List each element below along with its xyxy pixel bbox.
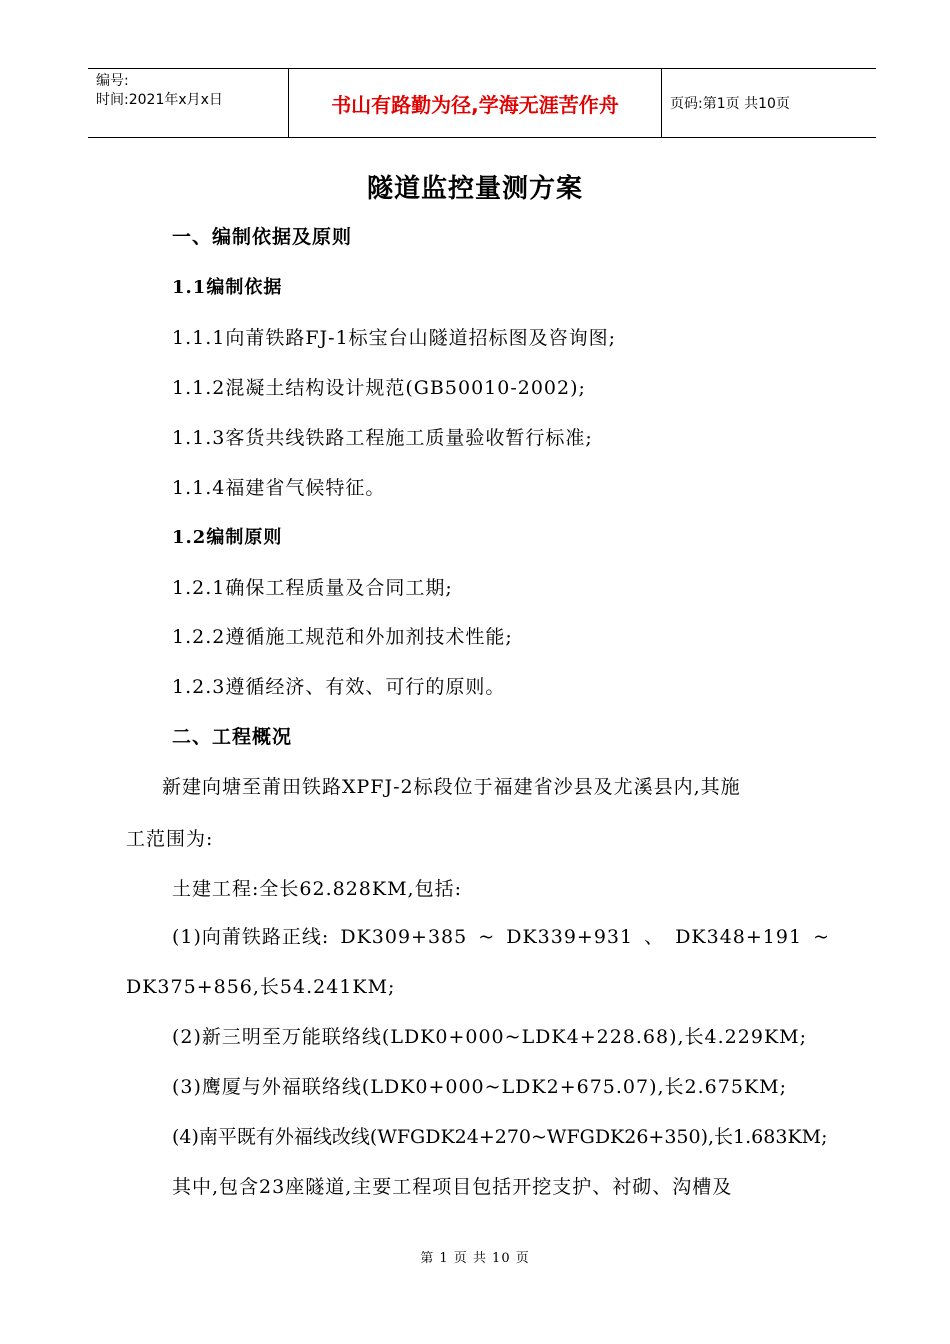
paragraph-line: (3)鹰厦与外福联络线(LDK0+000~LDK2+675.07),长2.675KM; xyxy=(172,1076,787,1098)
subsection-heading-1-2: 1.2编制原则 xyxy=(172,527,283,548)
paragraph-line: 新建向塘至莆田铁路XPFJ-2标段位于福建省沙县及尤溪县内,其施 xyxy=(162,776,741,798)
paragraph-line: (1)向莆铁路正线: DK309+385 ~ DK339+931 、 DK348+191 ~ xyxy=(172,926,831,948)
paragraph-line: DK375+856,长54.241KM; xyxy=(126,976,396,998)
document-title: 隧道监控量测方案 xyxy=(366,174,583,204)
list-item: 1.1.1向莆铁路FJ-1标宝台山隧道招标图及咨询图; xyxy=(172,327,617,349)
list-item: 1.1.2混凝土结构设计规范(GB50010-2002); xyxy=(172,377,586,399)
page-footer: 第 1 页 共 10 页 xyxy=(420,1251,530,1266)
page-header xyxy=(88,68,876,138)
header-page-info: 页码:第1页 共10页 xyxy=(670,96,790,112)
paragraph-line: (4)南平既有外福线改线(WFGDK24+270~WFGDK26+350),长1.683KM; xyxy=(172,1126,828,1148)
list-item: 1.1.3客货共线铁路工程施工质量验收暂行标准; xyxy=(172,427,593,449)
paragraph-line: (2)新三明至万能联络线(LDK0+000~LDK4+228.68),长4.229KM; xyxy=(172,1026,807,1048)
list-item: 1.2.2遵循施工规范和外加剂技术性能; xyxy=(172,626,513,648)
time-label: 时间:2021年x月x日 xyxy=(96,92,223,108)
header-meta xyxy=(88,69,288,137)
list-item: 1.2.1确保工程质量及合同工期; xyxy=(172,577,453,599)
list-item: 1.2.3遵循经济、有效、可行的原则。 xyxy=(172,676,506,698)
paragraph-line: 土建工程:全长62.828KM,包括: xyxy=(172,878,462,900)
number-label: 编号: xyxy=(96,73,129,89)
header-slogan: 书山有路勤为径,学海无涯苦作舟 xyxy=(288,69,662,137)
list-item: 1.1.4福建省气候特征。 xyxy=(172,477,386,499)
section-heading-2: 二、工程概况 xyxy=(172,726,293,748)
paragraph-line: 工范围为: xyxy=(126,828,214,850)
section-heading-1: 一、编制依据及原则 xyxy=(172,226,353,248)
paragraph-line: 其中,包含23座隧道,主要工程项目包括开挖支护、衬砌、沟槽及 xyxy=(172,1176,733,1198)
subsection-heading-1-1: 1.1编制依据 xyxy=(172,277,283,298)
